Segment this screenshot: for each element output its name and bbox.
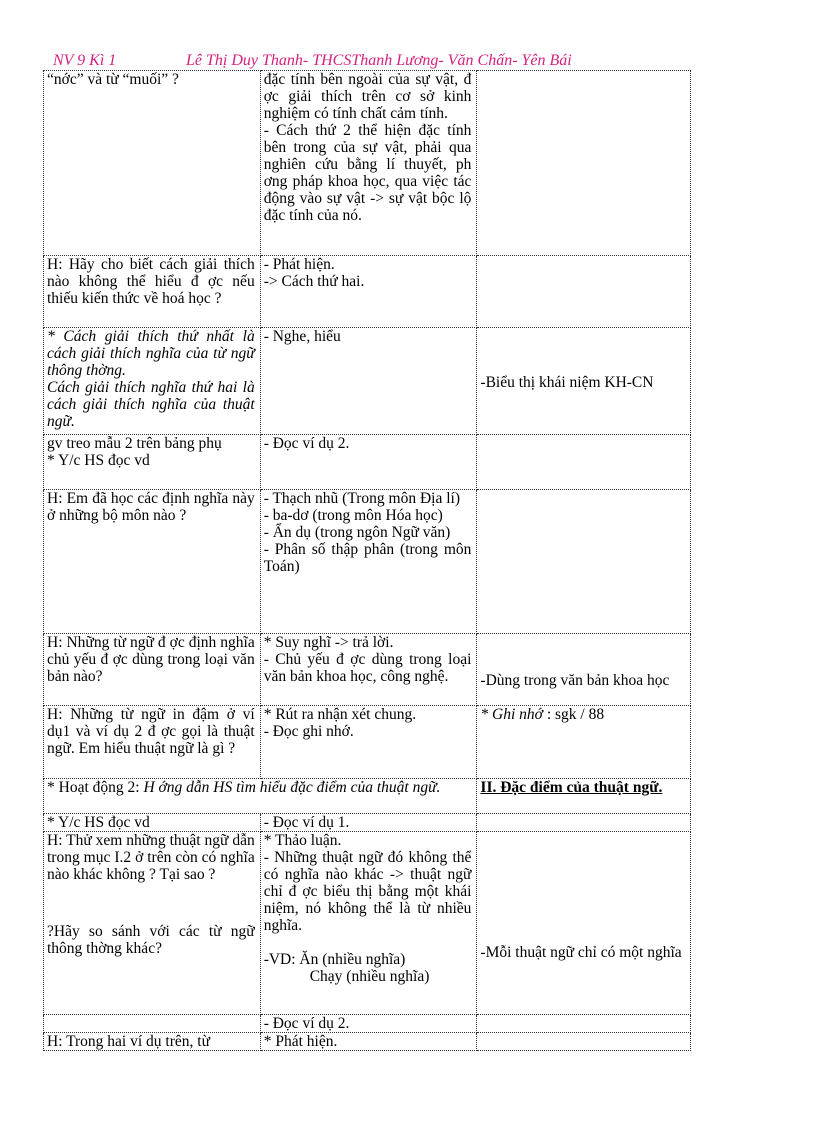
cell-text: * Rút ra nhận xét chung. [263,706,417,723]
cell-text: đặc tính bên ngoài của sự vật, đ ợc giải thích trên cơ sở kinh nghiệm có tính chất cảm tính. [263,71,472,122]
cell-text: - Ẩn dụ (trong ngôn Ngữ văn) [263,524,451,541]
header-right: Lê Thị Duy Thanh- THCSThanh Lương- Văn Chấn- Yên Bái [186,52,572,69]
cell-text: H: Em đã học các định nghĩa này ở những bộ môn nào ? [47,490,255,524]
cell-text: ?Hãy so sánh với các từ ngữ thông thờng khác? [47,923,255,957]
table-row [44,634,691,706]
note-cell [477,1033,691,1051]
cell-text: H: Thử xem những thuật ngữ dẫn trong mục I.2 ở trên còn có nghĩa nào khác không ? Tại sao ? [47,832,255,883]
teacher-cell [44,814,261,832]
section-heading-cell [477,779,691,814]
header-left: NV 9 Kì 1 [53,52,117,69]
cell-text: - Đọc ghi nhớ. [263,723,354,740]
note-cell [477,634,691,706]
student-cell [260,706,477,779]
table-row [44,256,691,328]
teacher-cell [44,328,261,435]
cell-text: -Biểu thị khái niệm KH-CN [480,374,654,391]
note-cell [477,706,691,779]
cell-text: H: Hãy cho biết cách giải thích nào không thể hiểu đ ợc nếu thiếu kiến thức về hoá học ? [47,256,255,307]
memo-label: * Ghi nhớ [480,706,543,723]
memo-ref: : sgk / 88 [542,706,605,723]
cell-text: - Phân số thập phân (trong môn Toán) [263,541,472,575]
note-cell [477,814,691,832]
activity-cell [44,779,477,814]
table-row [44,706,691,779]
student-cell [260,1015,477,1033]
note-cell [477,71,691,256]
lesson-table [43,70,691,1051]
cell-text: * Cách giải thích thứ nhất là cách giải thích nghĩa của từ ngữ thông thờng. [47,328,255,379]
table-row [44,328,691,435]
teacher-cell [44,832,261,1015]
cell-text: - Phát hiện. [263,256,335,273]
teacher-cell [44,435,261,490]
cell-text: -Dùng trong văn bản khoa học [480,672,670,689]
table-row [44,71,691,256]
cell-text: Cách giải thích nghĩa thứ hai là cách giải thích nghĩa của thuật ngữ. [47,379,255,430]
cell-text: * Thảo luận. [263,832,342,849]
activity-label: * Hoạt động 2: [47,779,144,796]
table-row [44,435,691,490]
table-row [44,1033,691,1051]
note-cell [477,490,691,634]
student-cell [260,1033,477,1051]
student-cell [260,71,477,256]
cell-text: - ba-dơ (trong môn Hóa học) [263,507,443,524]
table-row [44,490,691,634]
student-cell [260,328,477,435]
teacher-cell [44,256,261,328]
cell-text: - Thạch nhũ (Trong môn Địa lí) [263,490,461,507]
cell-text: - Nghe, hiểu [263,328,341,345]
section-heading: II. Đặc điểm của thuật ngữ. [480,779,663,796]
cell-text: H: Những từ ngữ in đậm ở ví dụ1 và ví dụ 2 đ ợc gọi là thuật ngữ. Em hiểu thuật ngữ là gì ? [47,706,255,757]
cell-text: -VD: Ăn (nhiều nghĩa) [263,951,406,968]
student-cell [260,490,477,634]
cell-text: - Những thuật ngữ đó không thể có nghĩa nào khác -> thuật ngữ chỉ đ ợc biểu thị bằng một khái niệm, nó không thể là từ nhiều nghĩa. [263,849,472,934]
cell-text: “nớc” và từ “muối” ? [47,71,179,88]
cell-text: - Chủ yếu đ ợc dùng trong loại văn bản khoa học, công nghệ. [263,651,472,685]
cell-text: - Đọc ví dụ 2. [263,435,350,452]
note-cell [477,1015,691,1033]
page-header [53,52,693,72]
teacher-cell [44,490,261,634]
activity-title: H ớng dẫn HS tìm hiểu đặc điểm của thuật ngữ. [143,779,441,796]
table-row [44,832,691,1015]
note-cell [477,328,691,435]
cell-text: * Phát hiện. [263,1033,338,1050]
note-cell [477,256,691,328]
teacher-cell [44,71,261,256]
student-cell [260,832,477,1015]
note-cell [477,435,691,490]
cell-text: - Cách thứ 2 thể hiện đặc tính bên trong của sự vật, phải qua nghiên cứu bằng lí thuyết, ph ơng pháp khoa học, qua việc tác động vào sự vật -> sự vật bộc lộ đặc tính của nó. [263,122,472,224]
cell-text: - Đọc ví dụ 1. [263,814,350,831]
student-cell [260,814,477,832]
cell-text: - Đọc ví dụ 2. [263,1015,350,1032]
cell-text: -> Cách thứ hai. [263,273,365,290]
teacher-cell [44,1015,261,1033]
note-cell [477,832,691,1015]
teacher-cell [44,706,261,779]
table-row [44,1015,691,1033]
cell-text: -Mỗi thuật ngữ chỉ có một nghĩa [480,944,682,961]
student-cell [260,256,477,328]
table-row [44,779,691,814]
teacher-cell [44,634,261,706]
cell-text: H: Trong hai ví dụ trên, từ [47,1033,210,1050]
cell-text: * Y/c HS đọc vd [47,814,150,831]
cell-text: H: Những từ ngữ đ ợc định nghĩa chủ yếu đ ợc dùng trong loại văn bản nào? [47,634,255,685]
cell-text: * Y/c HS đọc vd [47,452,150,469]
cell-text: Chạy (nhiều nghĩa) [309,968,430,985]
cell-text: * Suy nghĩ -> trả lời. [263,634,394,651]
student-cell [260,634,477,706]
table-row [44,814,691,832]
teacher-cell [44,1033,261,1051]
student-cell [260,435,477,490]
cell-text: gv treo mẫu 2 trên bảng phụ [47,435,222,452]
